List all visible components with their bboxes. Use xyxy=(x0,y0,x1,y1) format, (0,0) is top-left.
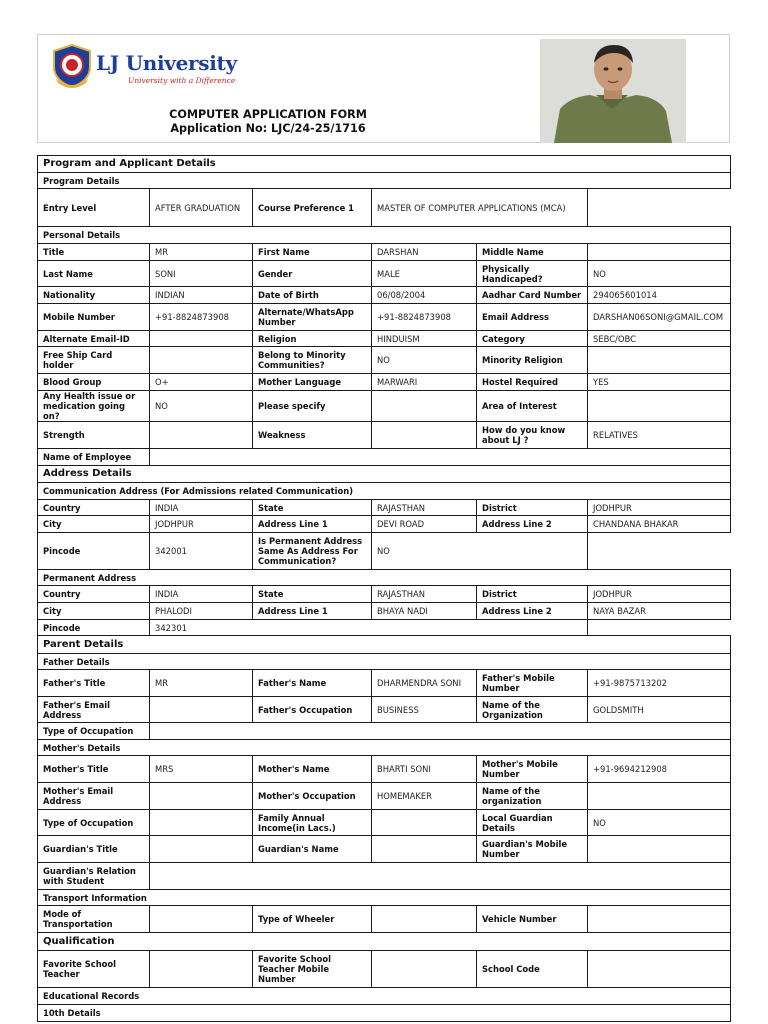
subsection-tenth-details xyxy=(38,1005,731,1022)
father-s-email-address-label: Father's Email Address xyxy=(38,697,150,723)
blood-group-value: O+ xyxy=(150,374,253,391)
type-of-occupation-label: Type of Occupation xyxy=(38,810,150,836)
form-row xyxy=(38,783,731,810)
pincode-label: Pincode xyxy=(38,533,150,570)
mother-s-title-label: Mother's Title xyxy=(38,756,150,783)
mother-s-occupation-label: Mother's Occupation xyxy=(253,783,372,810)
state-value: RAJASTHAN xyxy=(372,500,477,516)
name-of-employee-label: Name of Employee xyxy=(38,449,150,466)
mother-s-email-address-label: Mother's Email Address xyxy=(38,783,150,810)
form-row xyxy=(38,723,731,740)
form-header xyxy=(37,34,730,143)
address-line-1-value: BHAYA NADI xyxy=(372,603,477,620)
name-of-the-organization-label: Name of the Organization xyxy=(477,697,588,723)
family-annual-income-in-lacs-value xyxy=(372,810,477,836)
city-value: PHALODI xyxy=(150,603,253,620)
name-of-the-organization-value xyxy=(588,783,731,810)
entry-level-value: AFTER GRADUATION xyxy=(150,189,253,227)
how-do-you-know-about-lj-label: How do you know about LJ ? xyxy=(477,422,588,449)
form-row xyxy=(38,863,731,890)
physically-handicaped-value: NO xyxy=(588,261,731,287)
gender-label: Gender xyxy=(253,261,372,287)
city-label: City xyxy=(38,516,150,533)
subsection-program-details xyxy=(38,173,731,189)
weakness-value xyxy=(372,422,477,449)
section-title: Qualification xyxy=(38,933,731,951)
area-of-interest-value xyxy=(588,391,731,422)
minority-religion-value xyxy=(588,347,731,374)
course-preference-1-value: MASTER OF COMPUTER APPLICATIONS (MCA) xyxy=(372,189,588,227)
state-label: State xyxy=(253,586,372,603)
type-of-wheeler-label: Type of Wheeler xyxy=(253,906,372,933)
address-line-1-label: Address Line 1 xyxy=(253,603,372,620)
hostel-required-value: YES xyxy=(588,374,731,391)
form-row xyxy=(38,422,731,449)
please-specify-value xyxy=(372,391,477,422)
guardian-s-name-label: Guardian's Name xyxy=(253,836,372,863)
mother-s-name-label: Mother's Name xyxy=(253,756,372,783)
form-row xyxy=(38,951,731,988)
country-label: Country xyxy=(38,586,150,603)
title-label: Title xyxy=(38,244,150,261)
title-value: MR xyxy=(150,244,253,261)
any-health-issue-or-medication-going-on-label: Any Health issue or medication going on? xyxy=(38,391,150,422)
type-of-wheeler-value xyxy=(372,906,477,933)
family-annual-income-in-lacs-label: Family Annual Income(in Lacs.) xyxy=(253,810,372,836)
father-s-occupation-label: Father's Occupation xyxy=(253,697,372,723)
alternate-email-id-label: Alternate Email-ID xyxy=(38,331,150,347)
mother-s-occupation-value: HOMEMAKER xyxy=(372,783,477,810)
mother-s-email-address-value xyxy=(150,783,253,810)
belong-to-minority-communities-label: Belong to Minority Communities? xyxy=(253,347,372,374)
father-s-name-label: Father's Name xyxy=(253,670,372,697)
state-label: State xyxy=(253,500,372,516)
alternate-whatsapp-number-value: +91-8824873908 xyxy=(372,304,477,331)
entry-level-label: Entry Level xyxy=(38,189,150,227)
name-of-the-organization-value: GOLDSMITH xyxy=(588,697,731,723)
strength-value xyxy=(150,422,253,449)
form-row xyxy=(38,261,731,287)
address-line-1-value: DEVI ROAD xyxy=(372,516,477,533)
subsection-mother-details xyxy=(38,740,731,756)
district-value: JODHPUR xyxy=(588,500,731,516)
mode-of-transportation-label: Mode of Transportation xyxy=(38,906,150,933)
category-label: Category xyxy=(477,331,588,347)
pincode-value: 342301 xyxy=(150,620,588,636)
section-program-applicant xyxy=(38,156,731,173)
guardian-s-title-label: Guardian's Title xyxy=(38,836,150,863)
pincode-label: Pincode xyxy=(38,620,150,636)
category-value: SEBC/OBC xyxy=(588,331,731,347)
subsection-title: Permanent Address xyxy=(38,570,731,586)
section-qualification xyxy=(38,933,731,951)
aadhar-card-number-value: 294065601014 xyxy=(588,287,731,304)
address-line-2-value: CHANDANA BHAKAR xyxy=(588,516,731,533)
address-line-2-label: Address Line 2 xyxy=(477,603,588,620)
is-permanent-address-same-as-address-for-communication-value: NO xyxy=(372,533,588,570)
country-value: INDIA xyxy=(150,586,253,603)
favorite-school-teacher-mobile-number-label: Favorite School Teacher Mobile Number xyxy=(253,951,372,988)
father-s-occupation-value: BUSINESS xyxy=(372,697,477,723)
section-title: Parent Details xyxy=(38,636,731,654)
father-s-mobile-number-label: Father's Mobile Number xyxy=(477,670,588,697)
first-name-label: First Name xyxy=(253,244,372,261)
address-line-2-label: Address Line 2 xyxy=(477,516,588,533)
subsection-title: Transport Information xyxy=(38,890,731,906)
form-title-block xyxy=(168,108,368,136)
religion-value: HINDUISM xyxy=(372,331,477,347)
last-name-label: Last Name xyxy=(38,261,150,287)
how-do-you-know-about-lj-value: RELATIVES xyxy=(588,422,731,449)
subsection-title: Program Details xyxy=(38,173,731,189)
form-title: COMPUTER APPLICATION FORM xyxy=(169,108,367,121)
email-address-label: Email Address xyxy=(477,304,588,331)
favorite-school-teacher-label: Favorite School Teacher xyxy=(38,951,150,988)
mode-of-transportation-value xyxy=(150,906,253,933)
subsection-title: Communication Address (For Admissions related Communication) xyxy=(38,483,731,500)
address-line-1-label: Address Line 1 xyxy=(253,516,372,533)
type-of-occupation-value xyxy=(150,810,253,836)
please-specify-label: Please specify xyxy=(253,391,372,422)
subsection-title: Mother's Details xyxy=(38,740,731,756)
logo-tagline: University with a Difference xyxy=(128,76,236,85)
form-row xyxy=(38,906,731,933)
guardian-s-relation-with-student-label: Guardian's Relation with Student xyxy=(38,863,150,890)
aadhar-card-number-label: Aadhar Card Number xyxy=(477,287,588,304)
area-of-interest-label: Area of Interest xyxy=(477,391,588,422)
free-ship-card-holder-label: Free Ship Card holder xyxy=(38,347,150,374)
father-s-title-value: MR xyxy=(150,670,253,697)
form-row xyxy=(38,810,731,836)
favorite-school-teacher-mobile-number-value xyxy=(372,951,477,988)
physically-handicaped-label: Physically Handicaped? xyxy=(477,261,588,287)
school-code-label: School Code xyxy=(477,951,588,988)
mother-s-title-value: MRS xyxy=(150,756,253,783)
form-row xyxy=(38,533,731,570)
form-row xyxy=(38,374,731,391)
date-of-birth-label: Date of Birth xyxy=(253,287,372,304)
guardian-s-mobile-number-label: Guardian's Mobile Number xyxy=(477,836,588,863)
vehicle-number-label: Vehicle Number xyxy=(477,906,588,933)
subsection-permanent-address xyxy=(38,570,731,586)
middle-name-label: Middle Name xyxy=(477,244,588,261)
mother-language-value: MARWARI xyxy=(372,374,477,391)
form-row xyxy=(38,500,731,516)
gender-value: MALE xyxy=(372,261,477,287)
guardian-s-mobile-number-value xyxy=(588,836,731,863)
type-of-occupation-value xyxy=(150,723,731,740)
form-row xyxy=(38,603,731,620)
middle-name-value xyxy=(588,244,731,261)
name-of-employee-value xyxy=(150,449,731,466)
subsection-personal-details xyxy=(38,227,731,244)
belong-to-minority-communities-value: NO xyxy=(372,347,477,374)
guardian-s-title-value xyxy=(150,836,253,863)
district-value: JODHPUR xyxy=(588,586,731,603)
alternate-email-id-value xyxy=(150,331,253,347)
subsection-title: Father Details xyxy=(38,654,731,670)
form-row xyxy=(38,756,731,783)
form-row xyxy=(38,620,731,636)
mobile-number-label: Mobile Number xyxy=(38,304,150,331)
section-address xyxy=(38,466,731,483)
district-label: District xyxy=(477,586,588,603)
country-value: INDIA xyxy=(150,500,253,516)
university-logo xyxy=(50,43,240,91)
subsection-title: Personal Details xyxy=(38,227,731,244)
weakness-label: Weakness xyxy=(253,422,372,449)
date-of-birth-value: 06/08/2004 xyxy=(372,287,477,304)
university-emblem-icon xyxy=(50,43,94,89)
blood-group-label: Blood Group xyxy=(38,374,150,391)
guardian-s-relation-with-student-value xyxy=(150,863,731,890)
subsection-transport-information xyxy=(38,890,731,906)
subsection-father-details xyxy=(38,654,731,670)
mother-s-mobile-number-value: +91-9694212908 xyxy=(588,756,731,783)
father-s-email-address-value xyxy=(150,697,253,723)
application-number: Application No: LJC/24-25/1716 xyxy=(170,122,366,135)
applicant-photo xyxy=(540,39,686,143)
alternate-whatsapp-number-label: Alternate/WhatsApp Number xyxy=(253,304,372,331)
form-row xyxy=(38,304,731,331)
father-s-title-label: Father's Title xyxy=(38,670,150,697)
application-form-table xyxy=(37,155,731,1022)
logo-name: LJ University xyxy=(96,51,237,75)
religion-label: Religion xyxy=(253,331,372,347)
any-health-issue-or-medication-going-on-value: NO xyxy=(150,391,253,422)
nationality-value: INDIAN xyxy=(150,287,253,304)
father-s-name-value: DHARMENDRA SONI xyxy=(372,670,477,697)
mother-s-mobile-number-label: Mother's Mobile Number xyxy=(477,756,588,783)
form-row xyxy=(38,331,731,347)
form-row xyxy=(38,189,731,227)
form-row xyxy=(38,347,731,374)
country-label: Country xyxy=(38,500,150,516)
father-s-mobile-number-value: +91-9875713202 xyxy=(588,670,731,697)
first-name-value: DARSHAN xyxy=(372,244,477,261)
subsection-educational-records xyxy=(38,988,731,1005)
email-address-value: DARSHAN06SONI@GMAIL.COM xyxy=(588,304,731,331)
school-code-value xyxy=(588,951,731,988)
district-label: District xyxy=(477,500,588,516)
form-row xyxy=(38,586,731,603)
section-title: Program and Applicant Details xyxy=(38,156,731,173)
form-row xyxy=(38,391,731,422)
minority-religion-label: Minority Religion xyxy=(477,347,588,374)
subsection-title: 10th Details xyxy=(38,1005,731,1022)
form-row xyxy=(38,670,731,697)
name-of-the-organization-label: Name of the organization xyxy=(477,783,588,810)
mother-s-name-value: BHARTI SONI xyxy=(372,756,477,783)
pincode-value: 342001 xyxy=(150,533,253,570)
form-row xyxy=(38,449,731,466)
last-name-value: SONI xyxy=(150,261,253,287)
address-line-2-value: NAYA BAZAR xyxy=(588,603,731,620)
subsection-title: Educational Records xyxy=(38,988,731,1005)
is-permanent-address-same-as-address-for-communication-label: Is Permanent Address Same As Address For Communication? xyxy=(253,533,372,570)
free-ship-card-holder-value xyxy=(150,347,253,374)
guardian-s-name-value xyxy=(372,836,477,863)
section-parent xyxy=(38,636,731,654)
state-value: RAJASTHAN xyxy=(372,586,477,603)
subsection-communication-address xyxy=(38,483,731,500)
form-row xyxy=(38,287,731,304)
form-row xyxy=(38,836,731,863)
city-value: JODHPUR xyxy=(150,516,253,533)
city-label: City xyxy=(38,603,150,620)
type-of-occupation-label: Type of Occupation xyxy=(38,723,150,740)
form-row xyxy=(38,516,731,533)
hostel-required-label: Hostel Required xyxy=(477,374,588,391)
mother-language-label: Mother Language xyxy=(253,374,372,391)
form-row xyxy=(38,244,731,261)
course-preference-1-label: Course Preference 1 xyxy=(253,189,372,227)
vehicle-number-value xyxy=(588,906,731,933)
form-row xyxy=(38,697,731,723)
local-guardian-details-value: NO xyxy=(588,810,731,836)
nationality-label: Nationality xyxy=(38,287,150,304)
local-guardian-details-label: Local Guardian Details xyxy=(477,810,588,836)
mobile-number-value: +91-8824873908 xyxy=(150,304,253,331)
section-title: Address Details xyxy=(38,466,731,483)
strength-label: Strength xyxy=(38,422,150,449)
favorite-school-teacher-value xyxy=(150,951,253,988)
